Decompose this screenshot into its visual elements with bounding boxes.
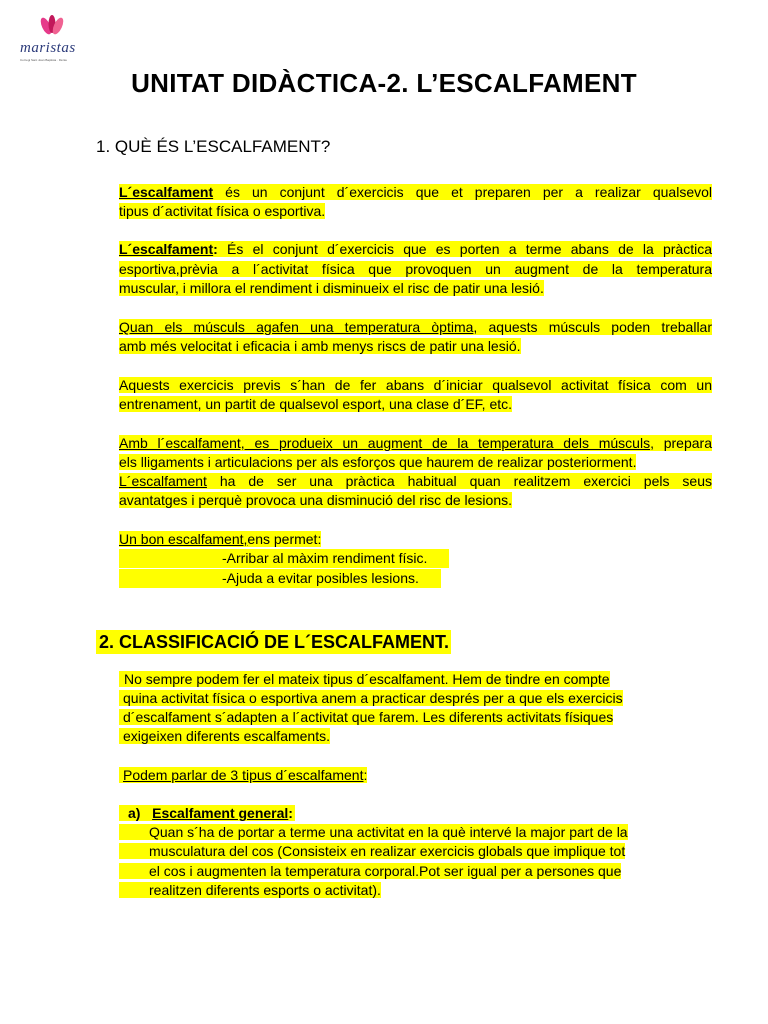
s1-p4-line2: entrenament, un partit de qualsevol esport, una clase d´EF, etc. xyxy=(119,396,513,412)
s1-p5-line4: avantatges i perquè provoca una disminució del risc de lesions. xyxy=(119,492,513,508)
s1-p6-bullet2: -Ajuda a evitar posibles lesions. xyxy=(119,569,441,588)
logo-wordmark: maristas xyxy=(20,40,76,56)
s2-p1-line4: exigeixen diferents escalfaments. xyxy=(119,727,330,746)
s1-p5-line2: els lligaments i articulacions per als esforços que haurem de realizar posteriorment. xyxy=(119,454,637,470)
s2-p1-line2: quina activitat física o esportiva anem a practicar després per a que els exercicis xyxy=(119,689,623,708)
s1-p2-line2: esportiva,prèvia a l´activitat física que provoquen un augment de la temperatura xyxy=(119,261,712,277)
s1-p3-line2: amb més velocitat i eficacia i amb menys riscs de patir una lesió. xyxy=(119,338,521,354)
maristas-logo xyxy=(20,14,84,64)
s2-item-a-line4: realitzen diferents esports o activitat). xyxy=(119,881,381,900)
s2-p1-line1: No sempre podem fer el mateix tipus d´escalfament. Hem de tindre en compte xyxy=(119,670,610,689)
s1-p5-line1: Amb l´escalfament, es produeix un augment de la temperatura dels músculs, prepara xyxy=(119,435,712,451)
item-a-marker: a) xyxy=(128,805,141,821)
term-escalfament: L´escalfament xyxy=(119,184,214,200)
s2-item-a-line1: Quan s´ha de portar a terme una activitat en la què intervé la major part de la xyxy=(119,823,628,842)
s1-p4-line1: Aquests exercicis previs s´han de fer abans d´iniciar qualsevol activitat física com un xyxy=(119,377,712,393)
section2-heading: 2. CLASSIFICACIÓ DE L´ESCALFAMENT. xyxy=(96,630,451,654)
s2-item-a-line2: musculatura del cos (Consisteix en realizar exercicis globals que implique tot xyxy=(119,842,625,861)
s1-p1-line1: L´escalfament és un conjunt d´exercicis que et preparen per a realizar qualsevol xyxy=(119,184,712,200)
section1-heading: 1. QUÈ ÉS L’ESCALFAMENT? xyxy=(96,137,331,156)
page-title: UNITAT DIDÀCTICA-2. L’ESCALFAMENT xyxy=(131,68,637,98)
s2-item-a-line3: el cos i augmenten la temperatura corporal.Pot ser igual per a persones que xyxy=(119,862,621,881)
s1-p5-line3: L´escalfament ha de ser una pràctica habitual quan realitzem exercici pels seus xyxy=(119,473,712,489)
s1-p2-line3: muscular, i millora el rendiment i disminueix el risc de patir una lesió. xyxy=(119,280,544,296)
s2-item-a-heading: a) Escalfament general: xyxy=(119,804,295,823)
s1-p1-line2: tipus d´activitat física o esportiva. xyxy=(119,203,326,219)
s2-p2-line: Podem parlar de 3 tipus d´escalfament: xyxy=(119,766,367,785)
s1-p6-line1: Un bon escalfament,ens permet: xyxy=(119,531,322,547)
s1-p6-bullet1: -Arribar al màxim rendiment físic. xyxy=(119,549,449,568)
s1-p3-line1: Quan els músculs agafen una temperatura òptima, aquests músculs poden treballar xyxy=(119,319,712,335)
s2-p1-line3: d´escalfament s´adapten a l´activitat que farem. Les diferents activitats físiques xyxy=(119,708,613,727)
logo-subtitle: Col·legi Sant Joan Baptista · Dénia xyxy=(20,58,67,62)
s1-p2-line1: L´escalfament: És el conjunt d´exercicis que es porten a terme abans de la pràctica xyxy=(119,241,712,257)
